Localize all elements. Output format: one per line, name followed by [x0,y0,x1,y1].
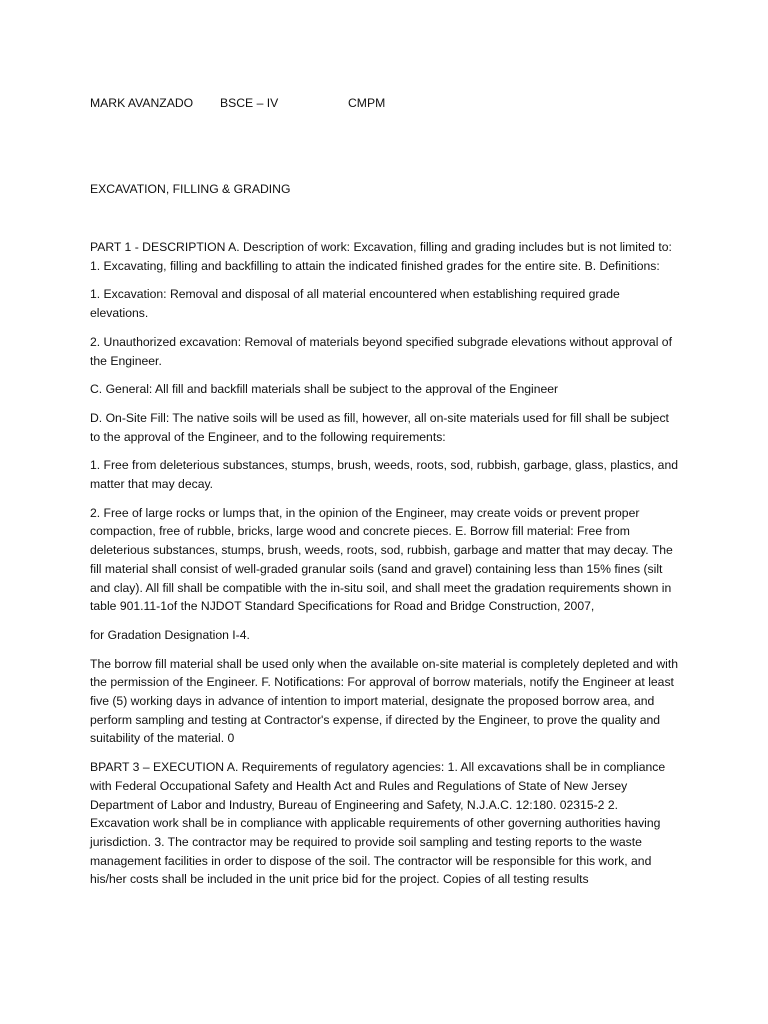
paragraph-borrow-fill: The borrow fill material shall be used only when the available on-site material is completely depleted and with the permission of the Engineer. F. Notifications: For approval of borrow materials, notify the Engineer at least five (5) working days in advance of intention to import material, designate the proposed borrow area, and perform sampling and testing at Contractor's expense, if directed by the Engineer, to prove the quality and suitability of the material. 0 [90,656,679,746]
document-title: EXCAVATION, FILLING & GRADING [90,182,291,196]
paragraph-general: C. General: All fill and backfill materials shall be subject to the approval of the Engineer [90,382,559,397]
paragraph-on-site-fill: D. On-Site Fill: The native soils will be used as fill, however, all on-site materials used for fill shall be subject to the approval of the Engineer, and to the following requirements: [90,410,669,444]
paragraph-part3-execution: BPART 3 – EXECUTION A. Requirements of regulatory agencies: 1. All excavations shall be in compliance with Federal Occupational Safety and Health Act and Rules and Regulations of State of New Jersey Department of Labor and Industry, Bureau of Engineering and Safety, N.J.A.C. 12:180. 02315-2 2. Excavation work shall be in compliance with applicable requirements of other governing authorities having jurisdiction. 3. The contractor may be required to provide soil sampling and testing reports to the waste management facilities in order to dispose of the soil. The contractor will be responsible for this work, and his/her costs shall be included in the unit price bid for the project. Copies of all testing results [90,760,666,887]
paragraph-part1-description: PART 1 - DESCRIPTION A. Description of work: Excavation, filling and grading includes but is not limited to: 1. Excavating, filling and backfilling to attain the indicated finished grades for the entire site. B. Definitions: [90,240,672,273]
paragraph-requirement-2: 2. Free of large rocks or lumps that, in the opinion of the Engineer, may create voids or prevent proper compaction, free of rubble, bricks, large wood and concrete pieces. E. Borrow fill material: Free from deleterious substances, stumps, brush, weeds, roots, sod, rubbish, garbage and matter that may decay. The fill material shall consist of well-graded granular soils (sand and gravel) containing less than 15% fines (silt and clay). All fill shall be compatible with the in-situ soil, and shall meet the gradation requirements shown in table 901.11-1of the NJDOT Standard Specifications for Road and Bridge Construction, 2007, [90,505,673,614]
document-body [90,238,680,899]
paragraph-excavation-definition: 1. Excavation: Removal and disposal of all material encountered when establishing required grade elevations. [90,287,620,321]
paragraph-unauthorized-excavation: 2. Unauthorized excavation: Removal of materials beyond specified subgrade elevations without approval of the Engineer. [90,334,672,368]
author-name: MARK AVANZADO [90,96,194,110]
subject-label: CMPM [348,96,386,110]
paragraph-requirement-1: 1. Free from deleterious substances, stumps, brush, weeds, roots, sod, rubbish, garbage, glass, plastics, and matter that may decay. [90,458,679,492]
paragraph-gradation-designation: for Gradation Designation I-4. [90,627,250,642]
course-label: BSCE – IV [220,96,279,110]
